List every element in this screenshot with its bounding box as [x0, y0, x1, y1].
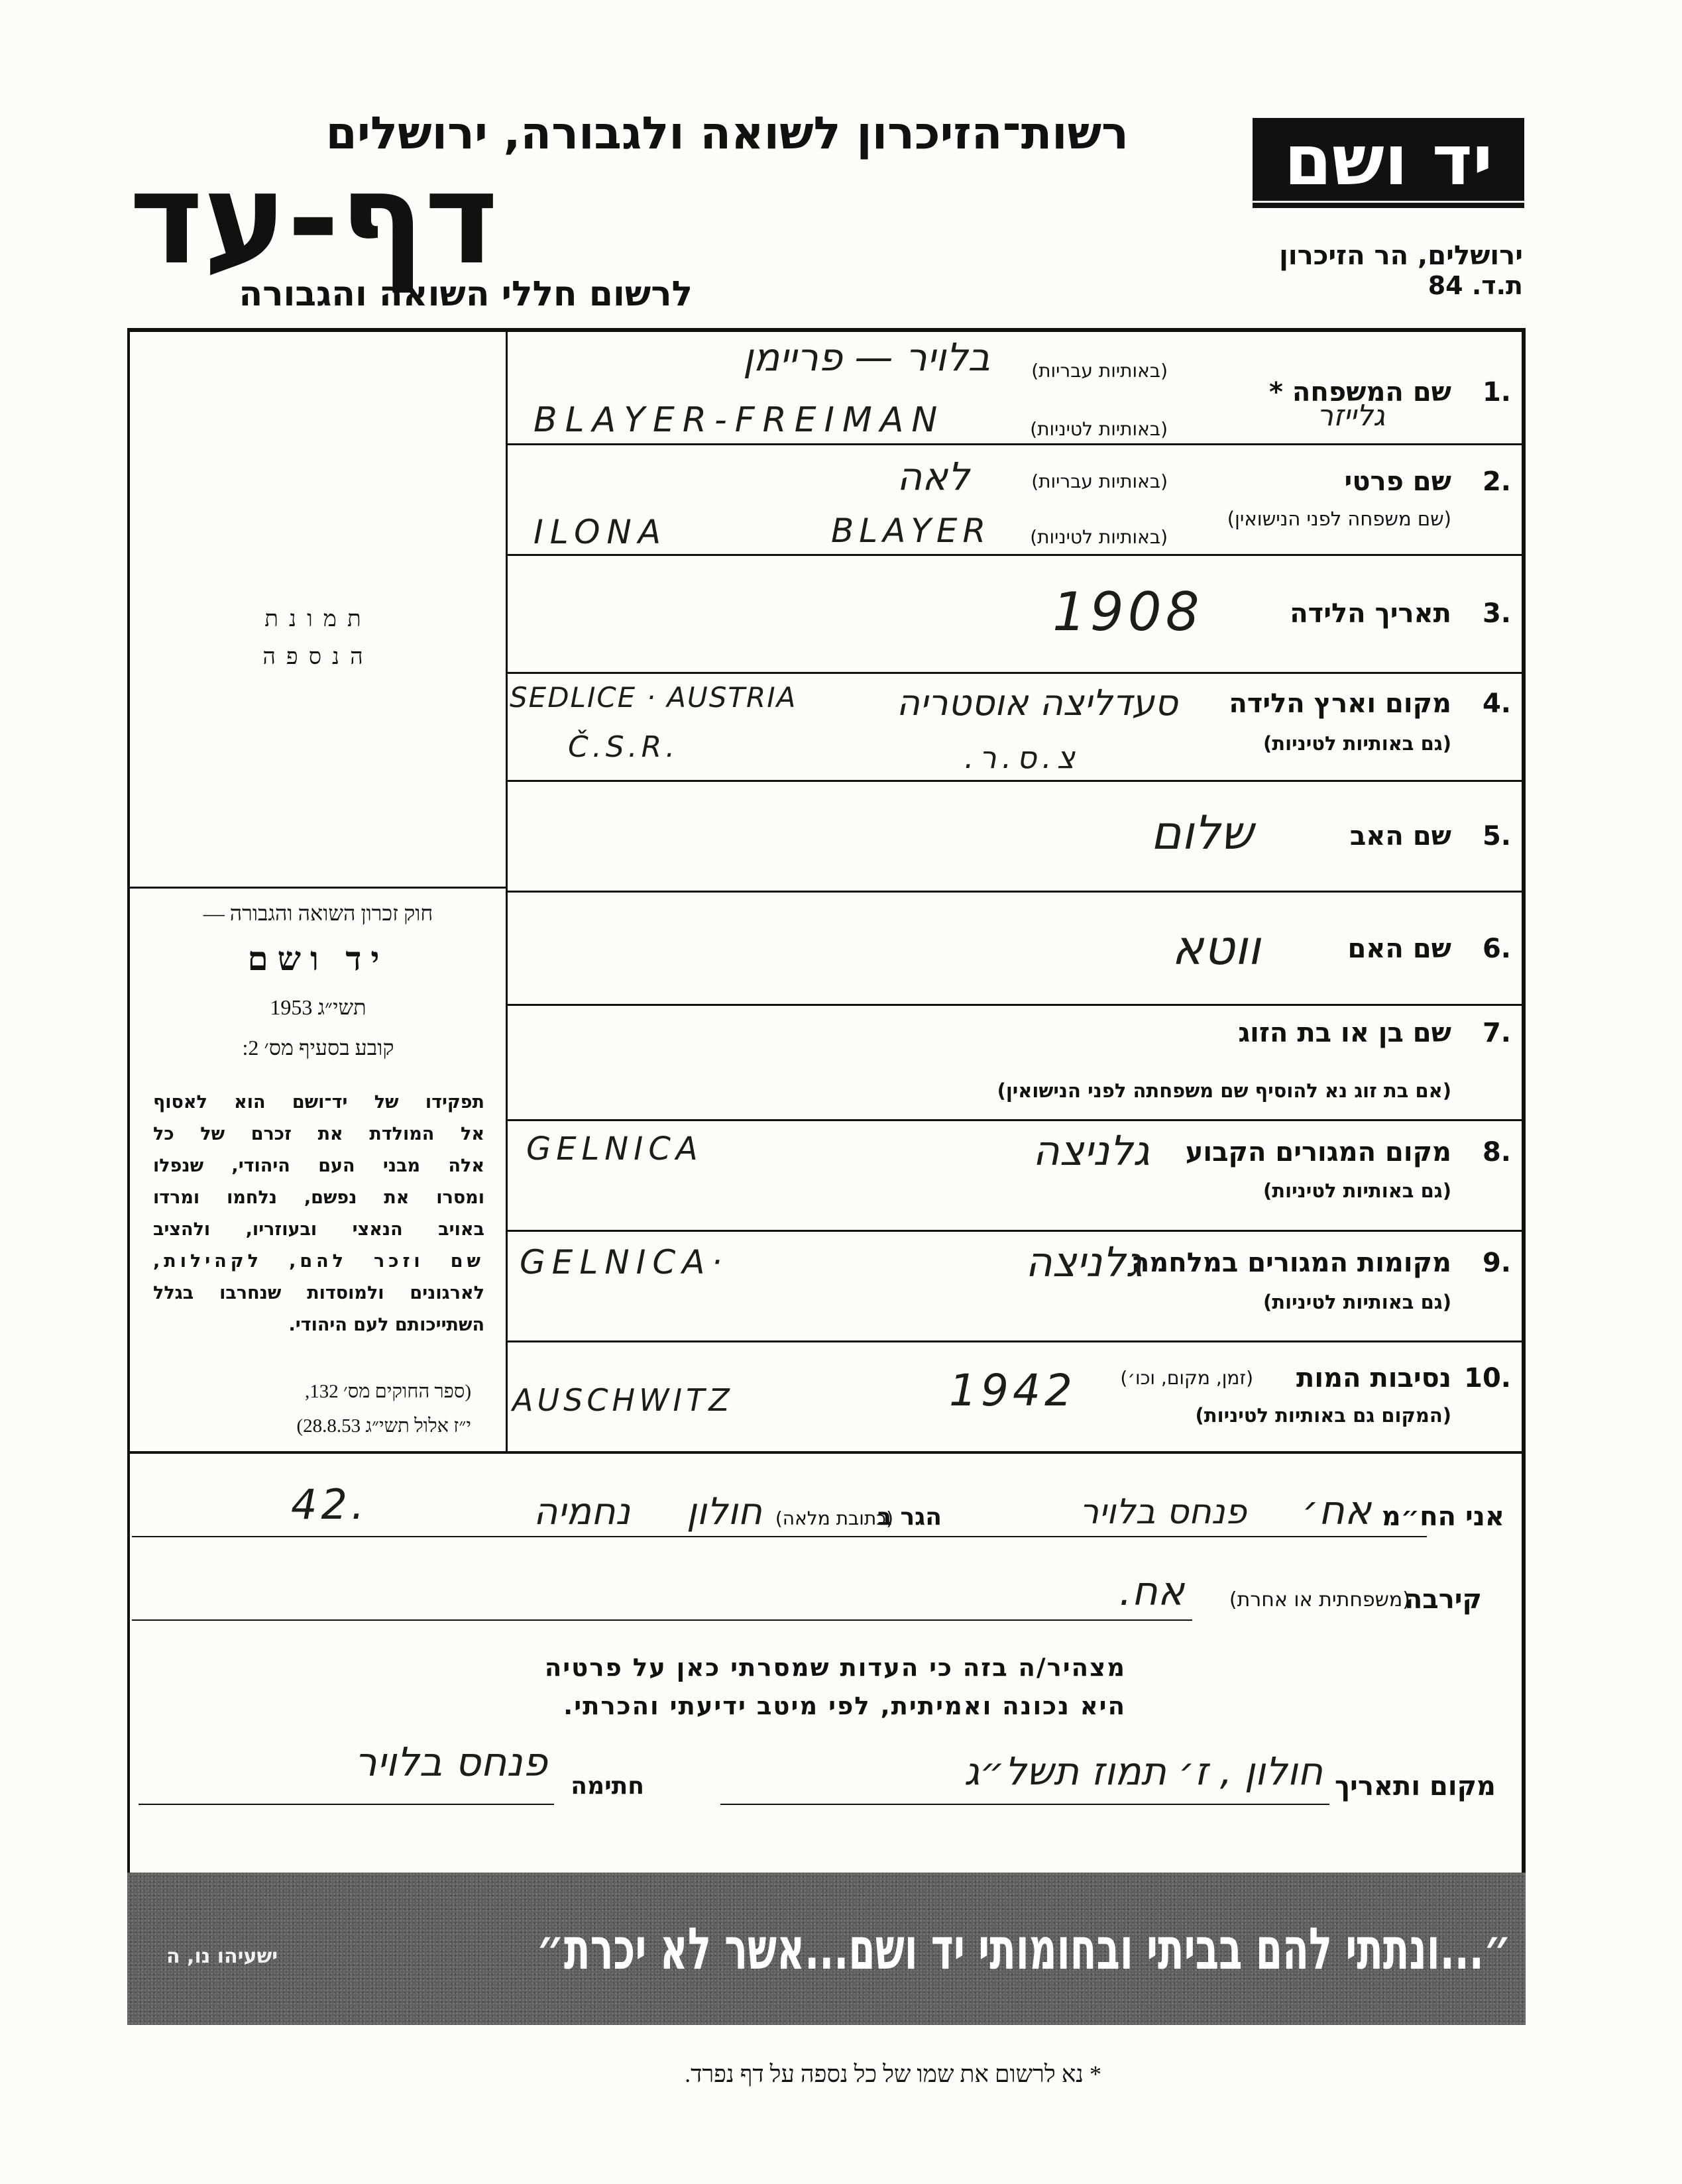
field-7-note: (אם בת זוג נא להוסיף שם משפחתה לפני הנישואין)	[997, 1079, 1451, 1102]
field-7-label: שם בן או בת הזוג	[1238, 1018, 1451, 1048]
row-separator	[506, 780, 1526, 782]
row-separator	[506, 554, 1526, 556]
row-separator	[506, 891, 1526, 893]
quote-banner	[127, 1873, 1526, 2025]
field-1-number: 1.	[1482, 377, 1511, 408]
row-separator	[506, 1340, 1526, 1342]
law-citation-1: (ספר החוקים מס׳ 132,	[305, 1381, 471, 1402]
field-5-label: שם האב	[1349, 821, 1451, 851]
field-2-hint-latin: (באותיות לטיניות)	[1030, 526, 1168, 548]
address-underline	[132, 1536, 1427, 1537]
law-paragraph-line: שם וזכר להם, לקהילות,	[153, 1251, 484, 1272]
field-2-value-latin-2: BLAYER	[831, 512, 991, 550]
field-3-value: 1908	[1052, 581, 1204, 643]
kinship-value: אח.	[1119, 1568, 1184, 1615]
field-10-note: (המקום גם באותיות לטיניות)	[1195, 1404, 1451, 1427]
field-10-inline-hint: (זמן, מקום, וכו׳)	[1120, 1367, 1253, 1389]
field-1-hint-latin: (באותיות לטיניות)	[1030, 418, 1168, 440]
declarant-prefix: אח׳	[1302, 1488, 1371, 1534]
law-paragraph-line: אל המולדת את זכרם של כל	[153, 1124, 484, 1144]
field-4-number: 4.	[1482, 688, 1511, 719]
left-column-divider	[127, 887, 506, 889]
field-7-number: 7.	[1482, 1018, 1511, 1048]
law-paragraph-line: אלה מבני העם היהודי, שנפלו	[153, 1156, 484, 1176]
photo-label-line-1: תמונת	[264, 607, 372, 631]
law-paragraph-line: לארגונים ולמוסדות שנחרבו בגלל	[153, 1283, 484, 1303]
authority-title: רשות־הזיכרון לשואה ולגבורה, ירושלים	[325, 107, 1129, 160]
field-9-number: 9.	[1482, 1248, 1511, 1278]
field-1-hint-hebrew: (באותיות עבריות)	[1031, 360, 1168, 382]
law-name: יד ושם	[247, 940, 389, 977]
statement-line-1: מצהיר/ה בזה כי העדות שמסרתי כאן על פרטיה	[544, 1653, 1126, 1682]
address-hint: (כתובת מלאה)	[775, 1507, 893, 1529]
field-2-label: שם פרטי	[1344, 466, 1451, 497]
yad-vashem-logo	[1253, 118, 1524, 208]
field-4-value-latin-2: Č.S.R.	[568, 730, 679, 764]
field-2-hint-hebrew: (באותיות עבריות)	[1031, 470, 1168, 492]
field-2-note: (שם משפחה לפני הנישואין)	[1227, 508, 1451, 530]
field-10-value-latin: AUSCHWITZ	[512, 1382, 734, 1418]
address-street: נחמיה	[533, 1490, 630, 1533]
page-title: דף-עד	[129, 146, 498, 292]
signature-label: חתימה	[571, 1773, 644, 1800]
field-4-note: (גם באותיות לטיניות)	[1263, 732, 1451, 755]
field-8-value-hebrew: גלניצה	[1033, 1126, 1150, 1175]
field-8-label: מקום המגורים הקבוע	[1185, 1137, 1451, 1168]
statement-line-2: היא נכונה ואמיתית, לפי מיטב ידיעתי והכרתי.	[563, 1692, 1126, 1720]
field-2-value-latin-1: ILONA	[533, 513, 668, 551]
field-4-label: מקום וארץ הלידה	[1229, 688, 1451, 719]
field-2-value-hebrew: לאה	[897, 454, 970, 499]
kinship-label: קירבה	[1404, 1584, 1482, 1615]
place-date-underline	[720, 1804, 1329, 1805]
banner-quote: ״...ונתתי להם בביתי ובחומותי יד ושם...אשר לא יכרת״	[536, 1915, 1511, 1983]
field-1-margin-note: גלייזר	[1317, 399, 1385, 433]
signature-underline	[139, 1804, 554, 1805]
address-city: חולון	[686, 1490, 762, 1533]
law-citation-2: י״ז אלול תשי״ג 28.8.53)	[296, 1415, 471, 1437]
field-10-number: 10.	[1464, 1363, 1511, 1393]
declarant-label: אני הח״מ	[1381, 1502, 1504, 1532]
law-clause: קובע בסעיף מס׳ 2:	[242, 1036, 394, 1060]
field-3-number: 3.	[1482, 598, 1511, 629]
field-8-value-latin: GELNICA	[526, 1130, 703, 1168]
field-2-number: 2.	[1482, 466, 1511, 497]
field-4-value-hebrew: סעדליצה אוסטריה	[896, 682, 1178, 724]
law-year: תשי״ג 1953	[270, 995, 366, 1019]
residing-label: הגר ב	[877, 1503, 942, 1531]
kinship-underline	[132, 1619, 1192, 1621]
field-1-value-latin: BLAYER-FREIMAN	[533, 400, 946, 440]
field-6-number: 6.	[1482, 934, 1511, 964]
law-paragraph-line: ומסרו את נפשם, נלחמו ומרדו	[153, 1187, 484, 1208]
form-section-divider	[127, 1451, 1526, 1454]
address-line-2: ת.ד. 84	[1428, 271, 1523, 300]
field-6-label: שם האם	[1347, 934, 1451, 964]
footnote: * נא לרשום את שמו של כל נספה על דף נפרד.	[685, 2061, 1101, 2087]
logo-text: יד ושם	[1284, 120, 1493, 201]
law-paragraph-line: באויב הנאצי ובעוזריו, ולהציב	[153, 1219, 484, 1240]
field-4-value-hebrew-2: צ.ס.ר.	[964, 739, 1080, 775]
field-6-value: ווטא	[1171, 920, 1261, 975]
banner-source: ישעיהו נו, ה	[166, 1945, 278, 1968]
field-9-label: מקומות המגורים במלחמה	[1131, 1248, 1451, 1278]
address-line-1: ירושלים, הר הזיכרון	[1279, 241, 1523, 271]
place-date-value: חולון , ז׳ תמוז תשל״ג	[964, 1749, 1323, 1794]
address-number: 42.	[291, 1480, 368, 1529]
row-separator	[506, 672, 1526, 674]
law-paragraph-line: תפקידו של יד־ושם הוא לאסוף	[153, 1092, 484, 1113]
row-separator	[506, 1004, 1526, 1006]
field-9-value-hebrew: גלניצה	[1025, 1238, 1143, 1286]
row-separator	[506, 443, 1526, 445]
field-5-value: שלום	[1150, 806, 1253, 860]
field-3-label: תאריך הלידה	[1290, 598, 1451, 629]
field-5-number: 5.	[1482, 821, 1511, 851]
law-heading: חוק זכרון השואה והגבורה —	[203, 901, 433, 925]
place-date-label: מקום ותאריך	[1334, 1771, 1496, 1802]
field-8-number: 8.	[1482, 1137, 1511, 1168]
law-paragraph-line: השתייכותם לעם היהודי.	[288, 1315, 484, 1335]
kinship-hint: (משפחתית או אחרת)	[1229, 1588, 1410, 1611]
field-10-label: נסיבות המות	[1296, 1363, 1451, 1393]
field-1-value-hebrew: בלויר — פריימן	[743, 335, 990, 380]
field-8-note: (גם באותיות לטיניות)	[1263, 1179, 1451, 1202]
signature: פנחס בלויר	[354, 1739, 547, 1786]
row-separator	[506, 1119, 1526, 1121]
field-4-value-latin: SEDLICE · AUSTRIA	[510, 681, 797, 714]
declarant-name: פנחס בלויר	[1079, 1492, 1247, 1532]
row-separator	[506, 1230, 1526, 1232]
field-1-label: שם המשפחה *	[1269, 377, 1451, 408]
field-10-value-year: 1942	[949, 1365, 1076, 1416]
page-subtitle: לרשום חללי השואה והגבורה	[239, 274, 693, 314]
field-9-note: (גם באותיות לטיניות)	[1263, 1291, 1451, 1313]
photo-label-line-2: הנספה	[262, 645, 374, 669]
field-9-value-latin: GELNICA·	[520, 1243, 729, 1282]
